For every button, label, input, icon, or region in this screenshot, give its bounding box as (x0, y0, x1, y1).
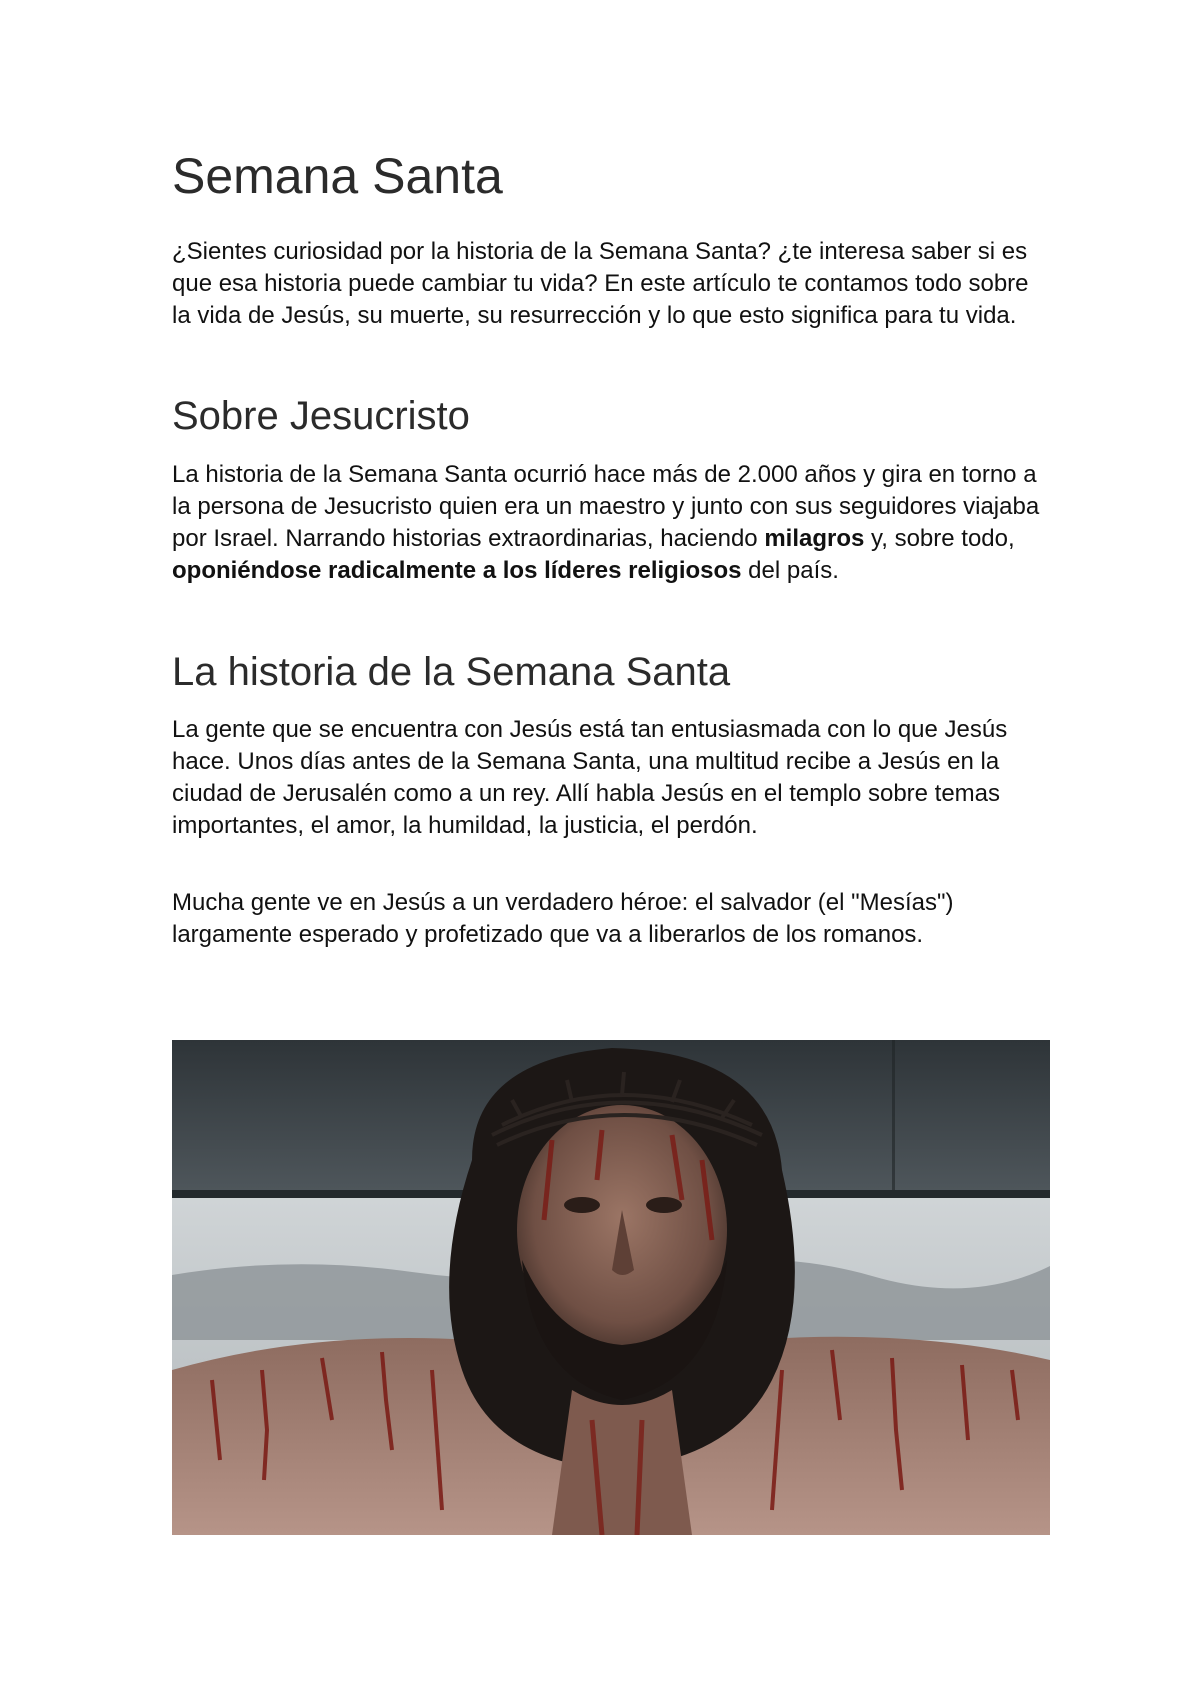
section-heading-historia: La historia de la Semana Santa (172, 650, 731, 694)
neck-chest (552, 1390, 692, 1535)
crucifixion-photo (172, 1040, 1050, 1535)
bold-oponiendose: oponiéndose radicalmente a los líderes religiosos (172, 557, 742, 584)
intro-paragraph: ¿Sientes curiosidad por la historia de la Semana Santa? ¿te interesa saber si es que esa historia puede cambiar tu vida? En este artículo te contamos todo sobre la vida de Jesús, su muerte, su resurrección y lo que esto significa para tu vida. (172, 238, 1029, 329)
bold-milagros: milagros (764, 525, 865, 552)
right-eye (646, 1197, 682, 1213)
historia-paragraph-2: Mucha gente ve en Jesús a un verdadero héroe: el salvador (el "Mesías") largamente esperado y profetizado que va a liberarlos de los romanos. (172, 889, 954, 948)
section-heading-jesucristo: Sobre Jesucristo (172, 394, 470, 438)
left-eye (564, 1197, 600, 1213)
beam-crack (892, 1040, 895, 1190)
jesucristo-paragraph (172, 459, 1052, 587)
crucifixion-illustration (172, 1040, 1050, 1535)
page-title: Semana Santa (172, 148, 503, 204)
historia-paragraph-1: La gente que se encuentra con Jesús está tan entusiasmada con lo que Jesús hace. Unos días antes de la Semana Santa, una multitud recibe a Jesús en la ciudad de Jerusalén como a un rey. Allí habla Jesús en el templo sobre temas importantes, el amor, la humildad, la justicia, el perdón. (172, 716, 1008, 839)
text-run: del país. (741, 557, 839, 584)
text-run: La historia de la Semana Santa ocurrió hace más de 2.000 años y gira en torno a la persona de Jesucristo quien era un maestro y junto con sus seguidores viajaba por Israel. Narrando historias extraordinarias, haciendo (172, 461, 1040, 552)
text-run: y, sobre todo, (864, 525, 1015, 552)
